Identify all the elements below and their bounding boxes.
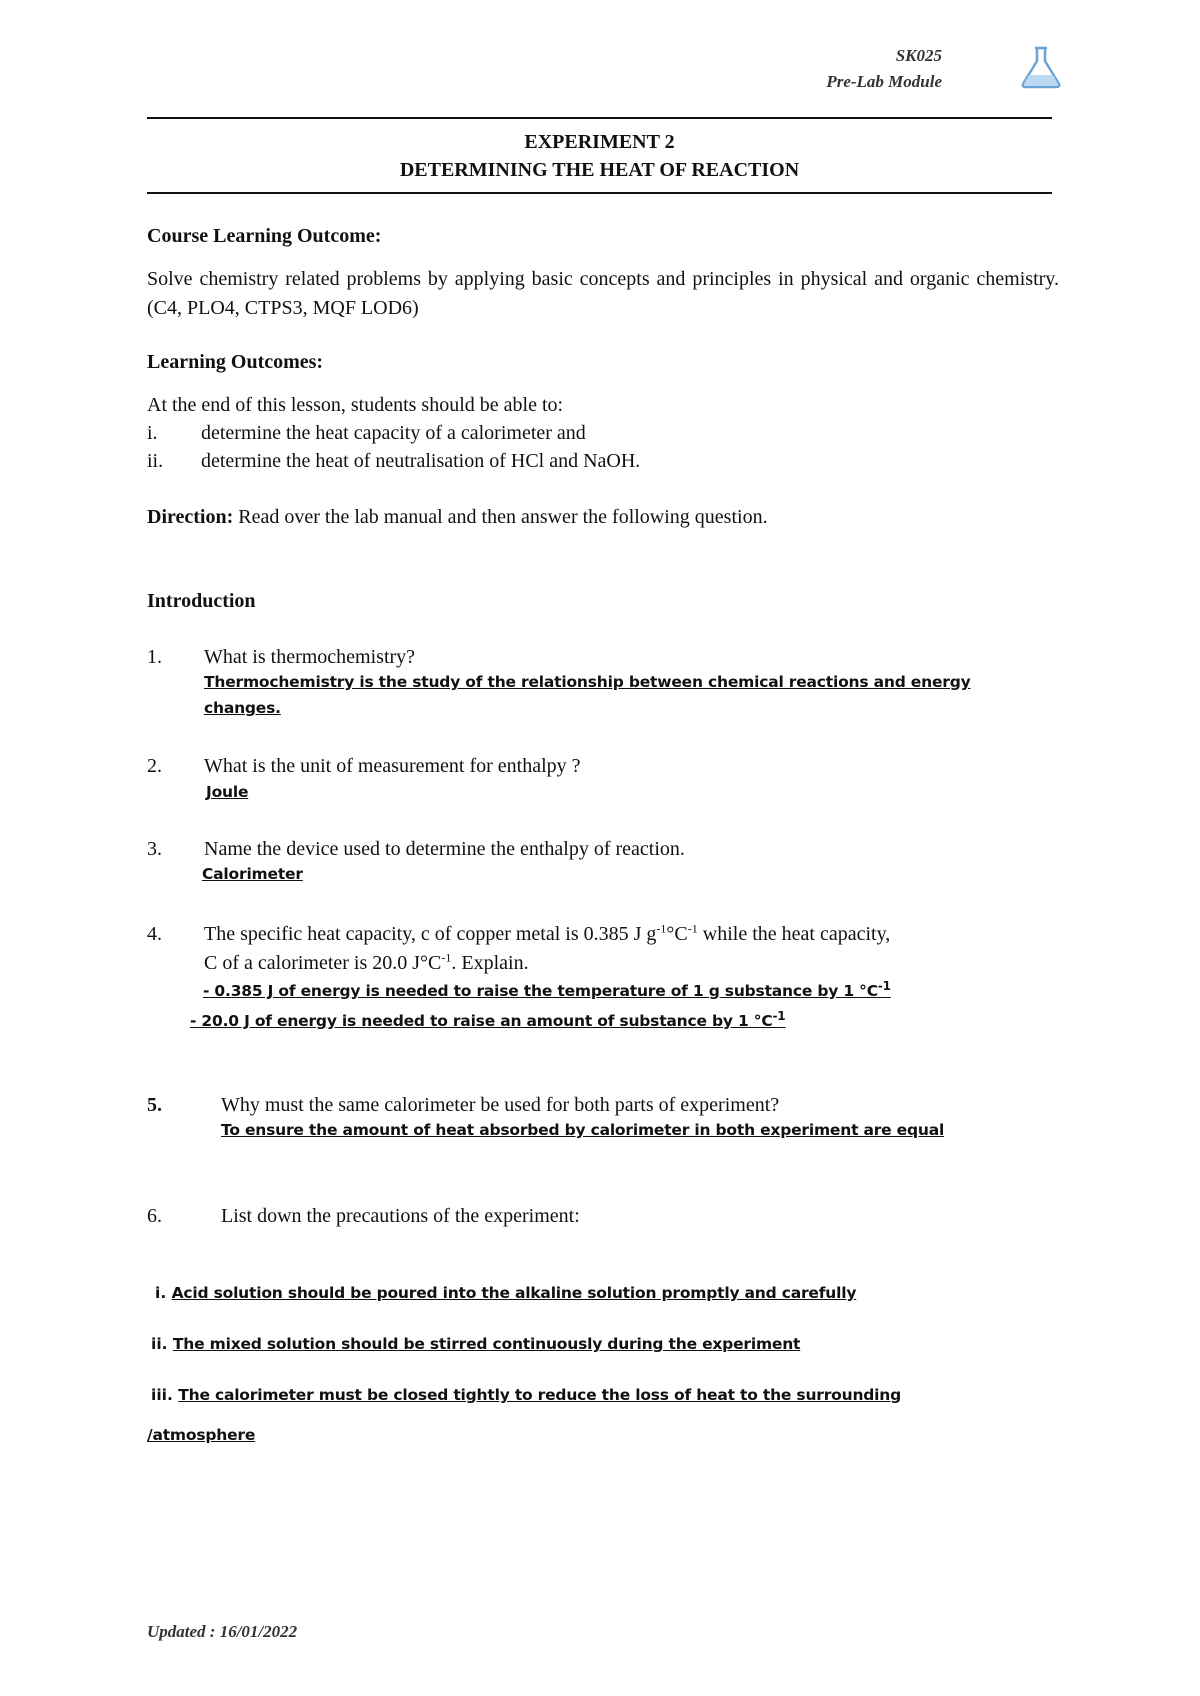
- answer-text: Joule: [206, 783, 249, 801]
- lo-item-number: i.: [147, 422, 158, 444]
- question-number: 5.: [147, 1094, 162, 1116]
- q4-text-a: The specific heat capacity, c of copper metal is 0.385 J g: [204, 923, 657, 945]
- precaution-item: [151, 1335, 800, 1353]
- q4-answer-sup: -1: [877, 978, 891, 993]
- question-text: Why must the same calorimeter be used for both parts of experiment?: [221, 1094, 780, 1116]
- precaution-continuation: /atmosphere: [147, 1426, 256, 1444]
- course-code: SK025: [895, 46, 942, 65]
- question-text: What is the unit of measurement for enthalpy ?: [204, 755, 581, 777]
- precaution-item: [151, 1386, 901, 1404]
- updated-date: Updated : 16/01/2022: [147, 1622, 298, 1641]
- question-number: 4.: [147, 923, 162, 945]
- question-number: 1.: [147, 646, 162, 668]
- answer-text: changes.: [204, 699, 281, 717]
- q4-text-c: while the heat capacity,: [697, 923, 891, 945]
- q4-answer-b: - 20.0 J of energy is needed to raise an amount of substance by 1 °C: [190, 1012, 773, 1030]
- question-number: 6.: [147, 1205, 162, 1227]
- q4-answer-sup: -1: [772, 1008, 786, 1023]
- question-text: [204, 920, 890, 949]
- q4-sup: -1: [687, 921, 698, 936]
- question-number: 3.: [147, 838, 162, 860]
- precaution-text: Acid solution should be poured into the alkaline solution promptly and carefully: [171, 1284, 857, 1302]
- precaution-text: The mixed solution should be stirred continuously during the experiment: [172, 1335, 801, 1353]
- lo-item-number: ii.: [147, 450, 164, 472]
- flask-icon: [1018, 44, 1064, 90]
- question-number: 2.: [147, 755, 162, 777]
- q4-sup: -1: [656, 921, 667, 936]
- direction-text: Read over the lab manual and then answer the following question.: [233, 506, 768, 528]
- module-name: Pre-Lab Module: [826, 72, 942, 91]
- answer-text: [190, 1008, 786, 1030]
- q4-text-e: . Explain.: [451, 952, 529, 974]
- experiment-number: EXPERIMENT 2: [524, 131, 675, 153]
- precaution-number: i.: [155, 1284, 167, 1302]
- lo-heading: Learning Outcomes:: [147, 351, 324, 373]
- lo-item: determine the heat capacity of a calorimeter and: [201, 422, 586, 444]
- clo-text: Solve chemistry related problems by applying basic concepts and principles in physical and organic chemistry. (C4, PLO4, CTPS3, MQF LOD6): [147, 268, 1059, 319]
- question-text: Name the device used to determine the enthalpy of reaction.: [204, 838, 685, 860]
- precaution-number: ii.: [151, 1335, 168, 1353]
- introduction-heading: Introduction: [147, 590, 256, 612]
- question-text: List down the precautions of the experiment:: [221, 1205, 580, 1227]
- answer-text: Thermochemistry is the study of the relationship between chemical reactions and energy: [204, 673, 971, 691]
- clo-heading: Course Learning Outcome:: [147, 225, 382, 247]
- precaution-number: iii.: [151, 1386, 173, 1404]
- direction: [147, 503, 768, 532]
- precaution-item: [155, 1284, 856, 1302]
- lo-item: determine the heat of neutralisation of HCl and NaOH.: [201, 450, 641, 472]
- experiment-title: DETERMINING THE HEAT OF REACTION: [399, 159, 800, 181]
- answer-text: Calorimeter: [202, 865, 303, 883]
- answer-text: To ensure the amount of heat absorbed by calorimeter in both experiment are equal: [221, 1121, 945, 1139]
- answer-text: [203, 978, 891, 1000]
- direction-label: Direction:: [147, 506, 234, 528]
- lo-intro: At the end of this lesson, students should be able to:: [147, 394, 564, 416]
- header-rule: [147, 117, 1052, 119]
- q4-sup: -1: [441, 950, 452, 965]
- q4-answer-a: - 0.385 J of energy is needed to raise the temperature of 1 g substance by 1 °C: [203, 982, 878, 1000]
- precaution-text: The calorimeter must be closed tightly to reduce the loss of heat to the surrounding: [178, 1386, 902, 1404]
- question-text-line2: [204, 949, 529, 978]
- question-text: What is thermochemistry?: [204, 646, 416, 668]
- q4-text-b: °C: [666, 923, 688, 945]
- title-rule: [147, 192, 1052, 194]
- q4-text-d: C of a calorimeter is 20.0 J°C: [204, 952, 442, 974]
